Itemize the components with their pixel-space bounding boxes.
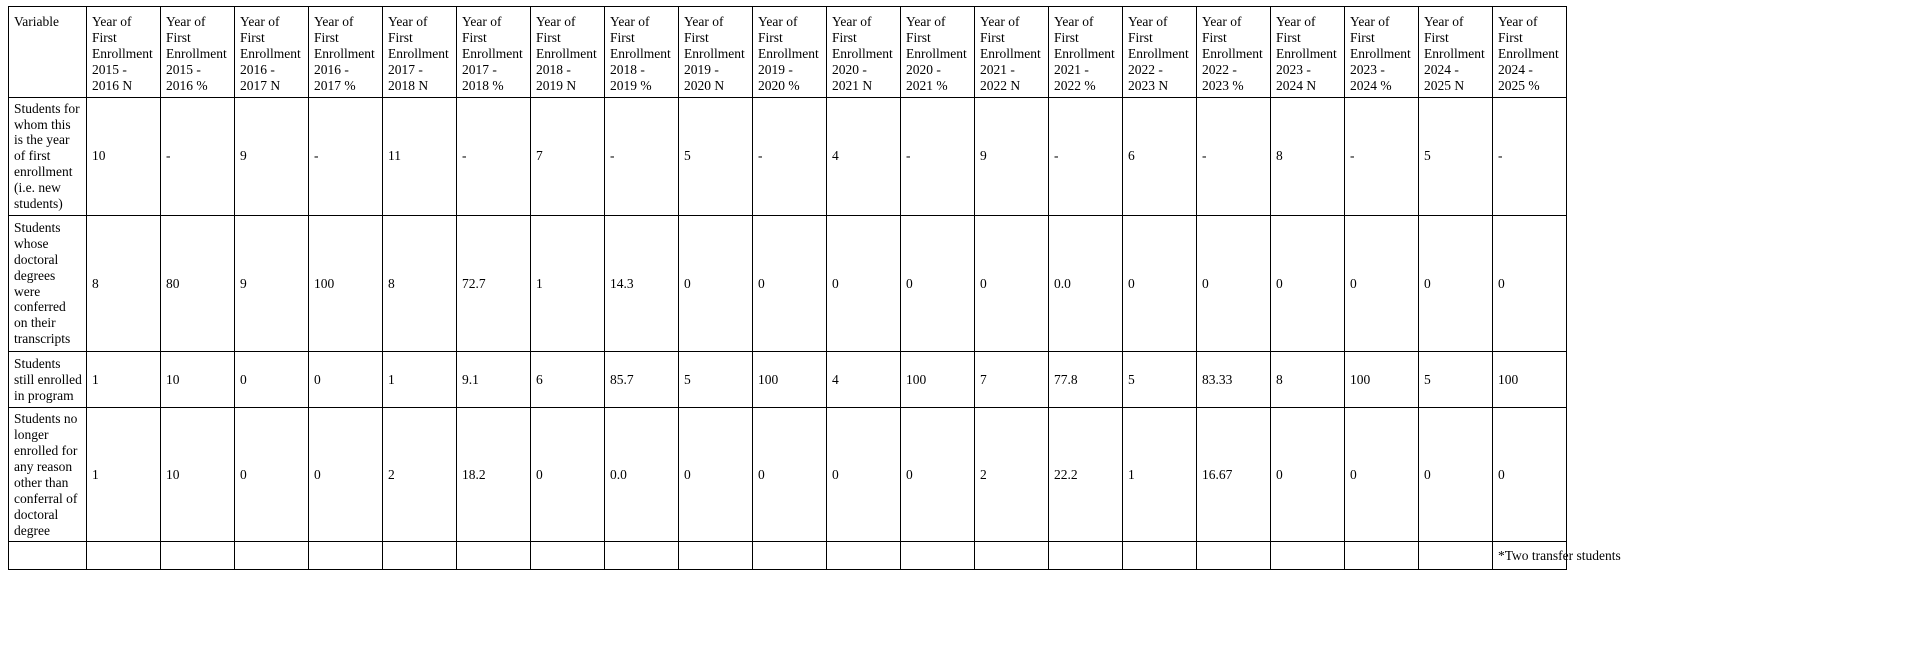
cell [1419, 542, 1493, 570]
cell: 2 [975, 408, 1049, 542]
cell: 10 [87, 97, 161, 215]
table-row [9, 216, 1567, 352]
cell: - [1345, 97, 1419, 215]
cell: 0 [235, 352, 309, 408]
cell: 0 [1419, 216, 1493, 352]
cell: 72.7 [457, 216, 531, 352]
cell: 0 [901, 408, 975, 542]
cell: 0 [1123, 216, 1197, 352]
cell: 0 [753, 408, 827, 542]
cell [235, 542, 309, 570]
cell: 0 [1271, 216, 1345, 352]
cell: 77.8 [1049, 352, 1123, 408]
cell: 18.2 [457, 408, 531, 542]
cell [87, 542, 161, 570]
cell: 0 [901, 216, 975, 352]
cell: - [309, 97, 383, 215]
header-cell-2017-2018-pct: Year of First Enrollment 2017 - 2018 % [457, 7, 531, 98]
header-cell-2021-2022-pct: Year of First Enrollment 2021 - 2022 % [1049, 7, 1123, 98]
cell: 0 [1419, 408, 1493, 542]
header-cell-2019-2020-n: Year of First Enrollment 2019 - 2020 N [679, 7, 753, 98]
cell [1345, 542, 1419, 570]
cell: 10 [161, 408, 235, 542]
cell [383, 542, 457, 570]
cell: 2 [383, 408, 457, 542]
table-header [9, 7, 1567, 98]
cell: 85.7 [605, 352, 679, 408]
cell: 7 [531, 97, 605, 215]
cell [1197, 542, 1271, 570]
cell: 6 [531, 352, 605, 408]
doctoral-program-outcomes-table [8, 6, 1621, 570]
cell: 0 [1271, 408, 1345, 542]
cell: - [753, 97, 827, 215]
cell: 5 [679, 97, 753, 215]
cell: - [457, 97, 531, 215]
cell: - [1493, 97, 1567, 215]
cell: 0 [1345, 408, 1419, 542]
header-cell-2018-2019-n: Year of First Enrollment 2018 - 2019 N [531, 7, 605, 98]
header-cell-2020-2021-pct: Year of First Enrollment 2020 - 2021 % [901, 7, 975, 98]
cell: 0 [309, 408, 383, 542]
cell [1271, 542, 1345, 570]
cell [901, 542, 975, 570]
cell: - [1197, 97, 1271, 215]
cell: 0 [975, 216, 1049, 352]
header-cell-2018-2019-pct: Year of First Enrollment 2018 - 2019 % [605, 7, 679, 98]
header-cell-2015-2016-pct: Year of First Enrollment 2015 - 2016 % [161, 7, 235, 98]
table-row [9, 97, 1567, 215]
header-cell-2023-2024-pct: Year of First Enrollment 2023 - 2024 % [1345, 7, 1419, 98]
row-label-still-enrolled: Students still enrolled in program [9, 352, 87, 408]
header-cell-2016-2017-n: Year of First Enrollment 2016 - 2017 N [235, 7, 309, 98]
row-label-degrees-conferred: Students whose doctoral degrees were conferred on their transcripts [9, 216, 87, 352]
cell: 9 [235, 216, 309, 352]
cell: 1 [87, 408, 161, 542]
header-cell-variable: Variable [9, 7, 87, 98]
cell: 0 [531, 408, 605, 542]
cell: 22.2 [1049, 408, 1123, 542]
cell: 8 [383, 216, 457, 352]
header-cell-2019-2020-pct: Year of First Enrollment 2019 - 2020 % [753, 7, 827, 98]
footnote-transfer-students: *Two transfer students [1493, 542, 1567, 570]
cell: 5 [1419, 97, 1493, 215]
cell: 0 [1493, 216, 1567, 352]
header-cell-2024-2025-pct: Year of First Enrollment 2024 - 2025 % [1493, 7, 1567, 98]
cell [605, 542, 679, 570]
cell: 14.3 [605, 216, 679, 352]
table-row [9, 408, 1567, 542]
cell: 0 [827, 408, 901, 542]
cell: 6 [1123, 97, 1197, 215]
cell: 83.33 [1197, 352, 1271, 408]
cell [679, 542, 753, 570]
header-cell-2022-2023-pct: Year of First Enrollment 2022 - 2023 % [1197, 7, 1271, 98]
cell: 0 [1197, 216, 1271, 352]
row-label-empty [9, 542, 87, 570]
cell: 0.0 [605, 408, 679, 542]
cell: 7 [975, 352, 1049, 408]
cell [1049, 542, 1123, 570]
header-cell-2021-2022-n: Year of First Enrollment 2021 - 2022 N [975, 7, 1049, 98]
cell: 11 [383, 97, 457, 215]
cell: 0.0 [1049, 216, 1123, 352]
cell [457, 542, 531, 570]
row-label-new-students: Students for whom this is the year of first enrollment (i.e. new students) [9, 97, 87, 215]
header-cell-2016-2017-pct: Year of First Enrollment 2016 - 2017 % [309, 7, 383, 98]
cell [1123, 542, 1197, 570]
cell: 8 [1271, 352, 1345, 408]
cell: 100 [901, 352, 975, 408]
cell: 9 [975, 97, 1049, 215]
table-row-footnote [9, 542, 1567, 570]
cell: 5 [679, 352, 753, 408]
cell: 1 [1123, 408, 1197, 542]
cell: 0 [679, 408, 753, 542]
cell: 100 [1345, 352, 1419, 408]
cell: 8 [1271, 97, 1345, 215]
header-cell-2015-2016-n: Year of First Enrollment 2015 - 2016 N [87, 7, 161, 98]
cell: 0 [1345, 216, 1419, 352]
cell: 100 [309, 216, 383, 352]
cell [975, 542, 1049, 570]
cell [161, 542, 235, 570]
header-cell-2020-2021-n: Year of First Enrollment 2020 - 2021 N [827, 7, 901, 98]
cell: 0 [1493, 408, 1567, 542]
cell: 5 [1123, 352, 1197, 408]
cell: 0 [827, 216, 901, 352]
cell: 8 [87, 216, 161, 352]
cell [753, 542, 827, 570]
cell: 9 [235, 97, 309, 215]
cell: - [901, 97, 975, 215]
cell: 0 [753, 216, 827, 352]
cell: - [161, 97, 235, 215]
cell: 5 [1419, 352, 1493, 408]
table-body [9, 97, 1621, 570]
cell: 1 [383, 352, 457, 408]
cell: 4 [827, 97, 901, 215]
cell: 16.67 [1197, 408, 1271, 542]
cell: 9.1 [457, 352, 531, 408]
cell: 80 [161, 216, 235, 352]
cell: 0 [235, 408, 309, 542]
cell: 0 [309, 352, 383, 408]
cell [827, 542, 901, 570]
cell: 0 [679, 216, 753, 352]
cell: 1 [531, 216, 605, 352]
cell: 4 [827, 352, 901, 408]
header-cell-2023-2024-n: Year of First Enrollment 2023 - 2024 N [1271, 7, 1345, 98]
header-cell-2024-2025-n: Year of First Enrollment 2024 - 2025 N [1419, 7, 1493, 98]
row-label-no-longer-enrolled: Students no longer enrolled for any reason other than conferral of doctoral degree [9, 408, 87, 542]
cell: - [1049, 97, 1123, 215]
header-cell-2022-2023-n: Year of First Enrollment 2022 - 2023 N [1123, 7, 1197, 98]
header-cell-2017-2018-n: Year of First Enrollment 2017 - 2018 N [383, 7, 457, 98]
cell [309, 542, 383, 570]
cell: 100 [1493, 352, 1567, 408]
cell [531, 542, 605, 570]
cell: 1 [87, 352, 161, 408]
table-row [9, 352, 1567, 408]
cell: 100 [753, 352, 827, 408]
cell: - [605, 97, 679, 215]
cell: 10 [161, 352, 235, 408]
header-row [9, 7, 1567, 98]
